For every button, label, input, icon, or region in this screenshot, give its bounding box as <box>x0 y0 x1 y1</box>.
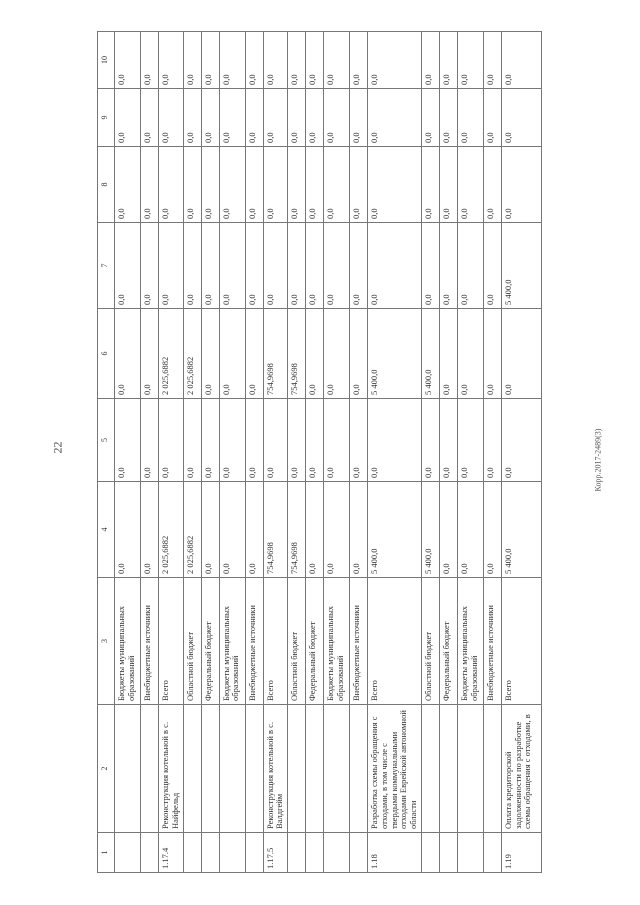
measure-name-cell <box>350 705 368 833</box>
amount-cell: 0,0 <box>457 482 483 578</box>
row-number-cell <box>483 833 501 873</box>
document-stamp: Корр.2017-2489(3) <box>593 428 603 492</box>
amount-cell: 0,0 <box>201 399 219 482</box>
amount-cell: 0,0 <box>245 223 263 309</box>
row-number-cell <box>421 833 439 873</box>
funding-source-cell: Внебюджетные источники <box>245 578 263 705</box>
measure-name-cell <box>245 705 263 833</box>
measure-name-cell <box>201 705 219 833</box>
amount-cell: 0,0 <box>306 399 324 482</box>
measure-name-cell <box>439 705 457 833</box>
amount-cell: 0,0 <box>245 89 263 147</box>
amount-cell: 0,0 <box>201 223 219 309</box>
amount-cell: 0,0 <box>457 309 483 399</box>
table-row <box>159 32 184 873</box>
amount-cell: 0,0 <box>368 223 422 309</box>
amount-cell: 5 400,0 <box>421 309 439 399</box>
measure-name-cell <box>483 705 501 833</box>
amount-cell: 0,0 <box>201 32 219 89</box>
row-number-cell <box>324 833 350 873</box>
amount-cell: 2 025,6882 <box>183 482 201 578</box>
amount-cell: 0,0 <box>457 223 483 309</box>
amount-cell: 0,0 <box>306 89 324 147</box>
measure-name-cell <box>115 705 141 833</box>
measure-name-cell <box>288 705 306 833</box>
amount-cell: 0,0 <box>501 399 541 482</box>
column-header: 4 <box>98 482 115 578</box>
row-number-cell <box>219 833 245 873</box>
funding-source-cell: Бюджеты муниципальных образований <box>115 578 141 705</box>
amount-cell: 5 400,0 <box>501 223 541 309</box>
table-row <box>183 32 201 873</box>
page-number: 22 <box>50 441 65 454</box>
amount-cell: 0,0 <box>457 399 483 482</box>
amount-cell: 0,0 <box>306 32 324 89</box>
amount-cell: 0,0 <box>183 399 201 482</box>
amount-cell: 0,0 <box>141 399 159 482</box>
table-row <box>324 32 350 873</box>
row-number-cell: 1.19 <box>501 833 541 873</box>
table-row <box>288 32 306 873</box>
funding-source-cell: Областной бюджет <box>421 578 439 705</box>
row-number-cell: 1.17.4 <box>159 833 184 873</box>
table-row <box>439 32 457 873</box>
amount-cell: 0,0 <box>159 147 184 223</box>
amount-cell: 0,0 <box>350 482 368 578</box>
amount-cell: 0,0 <box>201 89 219 147</box>
funding-source-cell: Всего <box>263 578 288 705</box>
row-number-cell <box>439 833 457 873</box>
amount-cell: 0,0 <box>483 147 501 223</box>
amount-cell: 0,0 <box>368 399 422 482</box>
amount-cell: 0,0 <box>159 223 184 309</box>
amount-cell: 0,0 <box>457 147 483 223</box>
amount-cell: 0,0 <box>288 223 306 309</box>
row-number-cell <box>350 833 368 873</box>
amount-cell: 0,0 <box>483 32 501 89</box>
amount-cell: 0,0 <box>350 32 368 89</box>
amount-cell: 0,0 <box>421 89 439 147</box>
amount-cell: 0,0 <box>501 32 541 89</box>
amount-cell: 0,0 <box>263 32 288 89</box>
row-number-cell <box>201 833 219 873</box>
funding-source-cell: Бюджеты муниципальных образований <box>219 578 245 705</box>
amount-cell: 0,0 <box>115 399 141 482</box>
column-header: 6 <box>98 309 115 399</box>
amount-cell: 0,0 <box>457 32 483 89</box>
amount-cell: 0,0 <box>159 399 184 482</box>
amount-cell: 0,0 <box>263 223 288 309</box>
amount-cell: 0,0 <box>141 482 159 578</box>
measure-name-cell: Реконструкция котельной в с. Валдгейм <box>263 705 288 833</box>
amount-cell: 0,0 <box>368 89 422 147</box>
amount-cell: 754,9698 <box>288 309 306 399</box>
amount-cell: 0,0 <box>201 309 219 399</box>
measure-name-cell <box>457 705 483 833</box>
amount-cell: 0,0 <box>306 309 324 399</box>
column-header: 9 <box>98 89 115 147</box>
amount-cell: 0,0 <box>141 223 159 309</box>
budget-table <box>97 31 542 873</box>
amount-cell: 0,0 <box>245 32 263 89</box>
amount-cell: 0,0 <box>183 147 201 223</box>
amount-cell: 0,0 <box>219 223 245 309</box>
amount-cell: 5 400,0 <box>368 482 422 578</box>
amount-cell: 0,0 <box>115 89 141 147</box>
amount-cell: 754,9698 <box>263 482 288 578</box>
table-row <box>350 32 368 873</box>
amount-cell: 0,0 <box>159 89 184 147</box>
measure-name-cell <box>183 705 201 833</box>
amount-cell: 2 025,6882 <box>183 309 201 399</box>
amount-cell: 0,0 <box>183 89 201 147</box>
amount-cell: 0,0 <box>501 309 541 399</box>
measure-name-cell: Разработка схемы обращения с отходами, в том числе с твердыми коммунальными отходами Еврейской автономной области <box>368 705 422 833</box>
table-row <box>115 32 141 873</box>
funding-source-cell: Областной бюджет <box>288 578 306 705</box>
funding-source-cell: Всего <box>159 578 184 705</box>
amount-cell: 0,0 <box>306 223 324 309</box>
amount-cell: 5 400,0 <box>421 482 439 578</box>
amount-cell: 0,0 <box>368 32 422 89</box>
amount-cell: 0,0 <box>501 89 541 147</box>
amount-cell: 0,0 <box>439 147 457 223</box>
column-header: 8 <box>98 147 115 223</box>
amount-cell: 0,0 <box>483 482 501 578</box>
amount-cell: 0,0 <box>245 147 263 223</box>
measure-name-cell: Реконструкция котельной в с. Найфельд <box>159 705 184 833</box>
amount-cell: 0,0 <box>141 89 159 147</box>
amount-cell: 0,0 <box>324 32 350 89</box>
amount-cell: 2 025,6882 <box>159 309 184 399</box>
funding-source-cell: Внебюджетные источники <box>483 578 501 705</box>
row-number-cell <box>141 833 159 873</box>
amount-cell: 0,0 <box>324 309 350 399</box>
funding-source-cell: Областной бюджет <box>183 578 201 705</box>
amount-cell: 0,0 <box>324 147 350 223</box>
table-row <box>219 32 245 873</box>
amount-cell: 0,0 <box>306 482 324 578</box>
amount-cell: 5 400,0 <box>501 482 541 578</box>
amount-cell: 0,0 <box>350 223 368 309</box>
amount-cell: 0,0 <box>288 147 306 223</box>
table-row <box>483 32 501 873</box>
amount-cell: 0,0 <box>263 89 288 147</box>
measure-name-cell <box>324 705 350 833</box>
amount-cell: 0,0 <box>263 399 288 482</box>
amount-cell: 0,0 <box>288 89 306 147</box>
column-header: 2 <box>98 705 115 833</box>
funding-source-cell: Федеральный бюджет <box>439 578 457 705</box>
amount-cell: 0,0 <box>457 89 483 147</box>
row-number-cell: 1.17.5 <box>263 833 288 873</box>
amount-cell: 0,0 <box>201 147 219 223</box>
amount-cell: 0,0 <box>439 32 457 89</box>
funding-source-cell: Федеральный бюджет <box>201 578 219 705</box>
table-row <box>306 32 324 873</box>
amount-cell: 0,0 <box>350 89 368 147</box>
amount-cell: 0,0 <box>439 223 457 309</box>
amount-cell: 0,0 <box>483 399 501 482</box>
amount-cell: 0,0 <box>483 89 501 147</box>
row-number-cell: 1.18 <box>368 833 422 873</box>
table-row <box>201 32 219 873</box>
amount-cell: 0,0 <box>219 482 245 578</box>
amount-cell: 0,0 <box>141 32 159 89</box>
amount-cell: 0,0 <box>324 399 350 482</box>
row-number-cell <box>288 833 306 873</box>
amount-cell: 0,0 <box>288 399 306 482</box>
row-number-cell <box>115 833 141 873</box>
funding-source-cell: Бюджеты муниципальных образований <box>324 578 350 705</box>
funding-source-cell: Всего <box>368 578 422 705</box>
amount-cell: 0,0 <box>324 223 350 309</box>
amount-cell: 0,0 <box>115 147 141 223</box>
amount-cell: 0,0 <box>245 399 263 482</box>
measure-name-cell: Оплата кредиторской задолженности по разработке схемы обращения с отходами, в <box>501 705 541 833</box>
funding-source-cell: Внебюджетные источники <box>350 578 368 705</box>
amount-cell: 0,0 <box>421 399 439 482</box>
amount-cell: 0,0 <box>368 147 422 223</box>
amount-cell: 754,9698 <box>263 309 288 399</box>
amount-cell: 0,0 <box>421 32 439 89</box>
funding-source-cell: Бюджеты муниципальных образований <box>457 578 483 705</box>
amount-cell: 0,0 <box>115 32 141 89</box>
amount-cell: 0,0 <box>115 309 141 399</box>
column-header: 1 <box>98 833 115 873</box>
amount-cell: 0,0 <box>324 89 350 147</box>
measure-name-cell <box>421 705 439 833</box>
table-row <box>263 32 288 873</box>
table-row <box>421 32 439 873</box>
table-row <box>457 32 483 873</box>
amount-cell: 0,0 <box>183 32 201 89</box>
amount-cell: 0,0 <box>501 147 541 223</box>
amount-cell: 754,9698 <box>288 482 306 578</box>
amount-cell: 0,0 <box>439 89 457 147</box>
funding-source-cell: Федеральный бюджет <box>306 578 324 705</box>
amount-cell: 0,0 <box>439 399 457 482</box>
column-header: 5 <box>98 399 115 482</box>
amount-cell: 0,0 <box>421 147 439 223</box>
amount-cell: 0,0 <box>350 399 368 482</box>
amount-cell: 0,0 <box>141 309 159 399</box>
amount-cell: 0,0 <box>324 482 350 578</box>
funding-source-cell: Всего <box>501 578 541 705</box>
amount-cell: 0,0 <box>245 309 263 399</box>
column-header: 7 <box>98 223 115 309</box>
amount-cell: 0,0 <box>219 147 245 223</box>
amount-cell: 2 025,6882 <box>159 482 184 578</box>
amount-cell: 5 400,0 <box>368 309 422 399</box>
table-row <box>141 32 159 873</box>
amount-cell: 0,0 <box>439 482 457 578</box>
table-row <box>368 32 422 873</box>
amount-cell: 0,0 <box>288 32 306 89</box>
amount-cell: 0,0 <box>183 223 201 309</box>
row-number-cell <box>306 833 324 873</box>
amount-cell: 0,0 <box>115 223 141 309</box>
table-row <box>501 32 541 873</box>
column-header: 3 <box>98 578 115 705</box>
amount-cell: 0,0 <box>219 309 245 399</box>
amount-cell: 0,0 <box>421 223 439 309</box>
measure-name-cell <box>306 705 324 833</box>
measure-name-cell <box>219 705 245 833</box>
funding-source-cell: Внебюджетные источники <box>141 578 159 705</box>
table-row <box>245 32 263 873</box>
measure-name-cell <box>141 705 159 833</box>
amount-cell: 0,0 <box>350 309 368 399</box>
amount-cell: 0,0 <box>219 399 245 482</box>
amount-cell: 0,0 <box>245 482 263 578</box>
amount-cell: 0,0 <box>306 147 324 223</box>
amount-cell: 0,0 <box>483 309 501 399</box>
amount-cell: 0,0 <box>159 32 184 89</box>
row-number-cell <box>245 833 263 873</box>
amount-cell: 0,0 <box>483 223 501 309</box>
amount-cell: 0,0 <box>219 89 245 147</box>
amount-cell: 0,0 <box>263 147 288 223</box>
rotated-table-container <box>97 32 533 869</box>
row-number-cell <box>457 833 483 873</box>
amount-cell: 0,0 <box>350 147 368 223</box>
amount-cell: 0,0 <box>141 147 159 223</box>
column-header: 10 <box>98 32 115 89</box>
amount-cell: 0,0 <box>439 309 457 399</box>
amount-cell: 0,0 <box>115 482 141 578</box>
amount-cell: 0,0 <box>201 482 219 578</box>
row-number-cell <box>183 833 201 873</box>
amount-cell: 0,0 <box>219 32 245 89</box>
table-header-row <box>98 32 115 873</box>
